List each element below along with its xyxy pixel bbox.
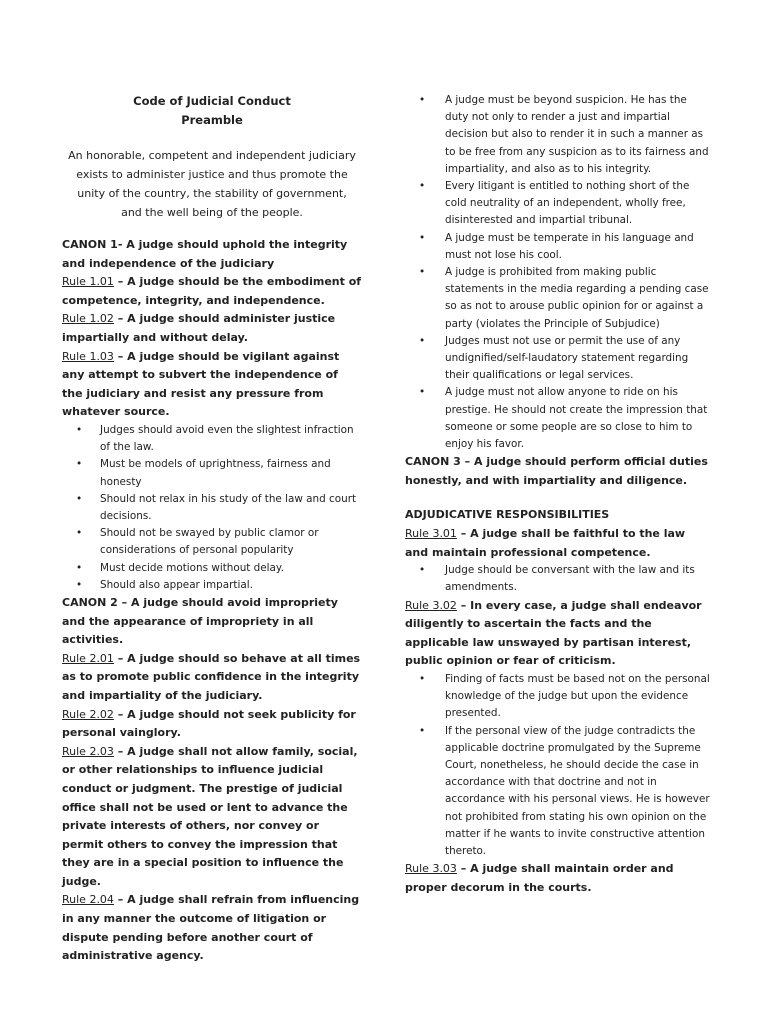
bullet-icon: •	[76, 527, 83, 540]
bullet-icon: •	[76, 423, 83, 436]
bullet-icon: •	[76, 578, 83, 591]
canon-2-label: CANON 2	[62, 595, 118, 609]
canon-2-text: – A judge should avoid impropriety and the appearance of impropriety in all activities.	[62, 595, 338, 647]
list-item	[405, 230, 710, 264]
document-title: Code of Judicial Conduct	[133, 94, 291, 108]
bullet-icon: •	[419, 266, 426, 279]
bullet-icon: •	[419, 94, 426, 106]
list-item-text: Should also appear impartial.	[100, 578, 253, 591]
rule-id: Rule 1.01	[62, 275, 114, 289]
list-item-text: Finding of facts must be based not on the personal knowledge of the judge but upon the evidence presented.	[445, 673, 710, 720]
bullet-icon: •	[419, 386, 426, 399]
left-column	[62, 92, 362, 966]
rule-text: – A judge should not seek publicity for personal vainglory.	[62, 707, 356, 740]
bullet-icon: •	[419, 334, 426, 347]
rule-3-01	[405, 525, 710, 562]
rule-2-01	[62, 650, 362, 706]
list-item-text: Every litigant is entitled to nothing short of the cold neutrality of an independent, wholly free, disinterested and impartial tribunal.	[445, 180, 690, 227]
list-item	[405, 92, 710, 178]
list-item	[62, 560, 362, 577]
rule-3-02	[405, 597, 710, 671]
rule-id: Rule 2.01	[62, 651, 114, 665]
list-item-text: Should not relax in his study of the law and court decisions.	[100, 492, 357, 522]
list-item-text: A judge is prohibited from making public statements in the media regarding a pending case so as not to arouse public opinion for or against a party (violates the Principle of Subjudice)	[445, 266, 709, 330]
list-item	[62, 525, 362, 559]
list-item-text: Should not be swayed by public clamor or considerations of personal popularity	[100, 527, 319, 557]
bullet-icon: •	[419, 180, 426, 193]
list-item-text: Judges should avoid even the slightest infraction of the law.	[100, 423, 354, 454]
bullet-icon: •	[419, 673, 426, 686]
rule-3-01-bullet-list	[405, 562, 710, 596]
bullet-icon: •	[419, 724, 426, 737]
preamble-text: An honorable, competent and independent judiciary exists to administer justice and thus promote the unity of the country, the stability of government, and the well being of the people.	[68, 149, 356, 219]
rule-text: – A judge should administer justice impartially and without delay.	[62, 312, 336, 344]
bullet-icon: •	[419, 564, 426, 577]
canon-2-bullet-list	[405, 92, 710, 453]
list-item	[62, 577, 362, 594]
list-item-text: A judge must be temperate in his language and must not lose his cool.	[445, 231, 694, 261]
bullet-icon: •	[76, 561, 83, 574]
bullet-icon: •	[76, 458, 83, 471]
list-item-text: A judge must be beyond suspicion. He has the duty not only to render a just and impartial decision but also to render it in such a manner as to be free from any suspicion as to its fairness and impartiality, and also as to his integrity.	[445, 94, 709, 175]
rule-id: Rule 2.02	[62, 707, 114, 721]
list-item	[62, 422, 362, 456]
rule-id: Rule 2.03	[62, 744, 114, 758]
list-item	[62, 491, 362, 525]
canon-1-bullet-list	[62, 422, 362, 594]
rule-id: Rule 3.03	[405, 862, 457, 876]
rule-id: Rule 1.02	[62, 312, 114, 326]
preamble-heading: Preamble	[181, 113, 243, 127]
rule-2-03	[62, 743, 362, 892]
canon-1-label: CANON 1	[62, 238, 118, 251]
rule-text: – A judge should so behave at all times as to promote public confidence in the integrity and impartiality of the judiciary.	[62, 651, 361, 702]
list-item	[405, 333, 710, 385]
canon-3	[405, 453, 710, 490]
list-item-text: If the personal view of the judge contradicts the applicable doctrine promulgated by the Supreme Court, nonetheless, he should decide the case in accordance with that doctrine and not in accordance with his personal views. He is however not prohibited from stating his own opinion on the matter if he wants to invite constructive attention thereto.	[445, 724, 710, 858]
rule-id: Rule 3.01	[405, 527, 457, 541]
list-item-text: Judge should be conversant with the law and its amendments.	[445, 564, 695, 594]
list-item-text: A judge must not allow anyone to ride on his prestige. He should not create the impression that someone or some people are so close to him to enjoy his favor.	[445, 386, 708, 451]
rule-2-04	[62, 891, 362, 965]
list-item	[405, 562, 710, 596]
rule-text: – A judge should be the embodiment of competence, integrity, and independence.	[62, 275, 362, 307]
list-item	[405, 384, 710, 453]
list-item	[405, 671, 710, 723]
list-item	[62, 456, 362, 490]
rule-1-02	[62, 310, 362, 347]
canon-3-text: – A judge should perform official duties honestly, and with impartiality and diligence.	[405, 455, 708, 487]
rule-id: Rule 3.02	[405, 598, 457, 612]
rule-text: – A judge shall refrain from influencing in any manner the outcome of litigation or dispute pending before another court of administrative agency.	[62, 893, 360, 963]
rule-1-01	[62, 273, 362, 310]
rule-text: – A judge shall maintain order and proper decorum in the courts.	[405, 862, 674, 894]
list-item	[405, 178, 710, 230]
bullet-icon: •	[419, 231, 426, 244]
list-item	[405, 264, 710, 333]
rule-text: – A judge shall be faithful to the law and maintain professional competence.	[405, 527, 686, 559]
rule-id: Rule 1.03	[62, 349, 114, 363]
bullet-icon: •	[76, 492, 83, 505]
rule-3-03	[405, 860, 710, 897]
rule-text: – A judge should be vigilant against any attempt to subvert the independence of the judiciary and resist any pressure from whatever source.	[62, 349, 340, 419]
canon-1	[62, 236, 362, 273]
rule-3-02-bullet-list	[405, 671, 710, 860]
rule-2-02	[62, 706, 362, 743]
canon-3-label: CANON 3	[405, 455, 461, 469]
list-item-text: Must decide motions without delay.	[100, 561, 284, 574]
section-heading: ADJUDICATIVE RESPONSIBILITIES	[405, 508, 610, 522]
list-item-text: Must be models of uprightness, fairness and honesty	[100, 458, 331, 488]
rule-1-03	[62, 348, 362, 422]
list-item	[405, 723, 710, 861]
list-item-text: Judges must not use or permit the use of any undignified/self-laudatory statement regarding their qualifications or legal services.	[445, 334, 689, 382]
rule-text: – A judge shall not allow family, social, or other relationships to influence judicial conduct or judgment. The prestige of judicial office shall not be used or lent to advance the private interests of others, nor convey or permit others to convey the impression that they are in a special position to influence the judge.	[62, 744, 358, 888]
canon-1-text: - A judge should uphold the integrity and independence of the judiciary	[62, 238, 348, 270]
rule-text: – In every case, a judge shall endeavor diligently to ascertain the facts and the applicable law unswayed by partisan interest, public opinion or fear of criticism.	[405, 598, 702, 668]
right-column	[405, 92, 710, 897]
canon-2	[62, 594, 362, 650]
rule-id: Rule 2.04	[62, 893, 114, 907]
